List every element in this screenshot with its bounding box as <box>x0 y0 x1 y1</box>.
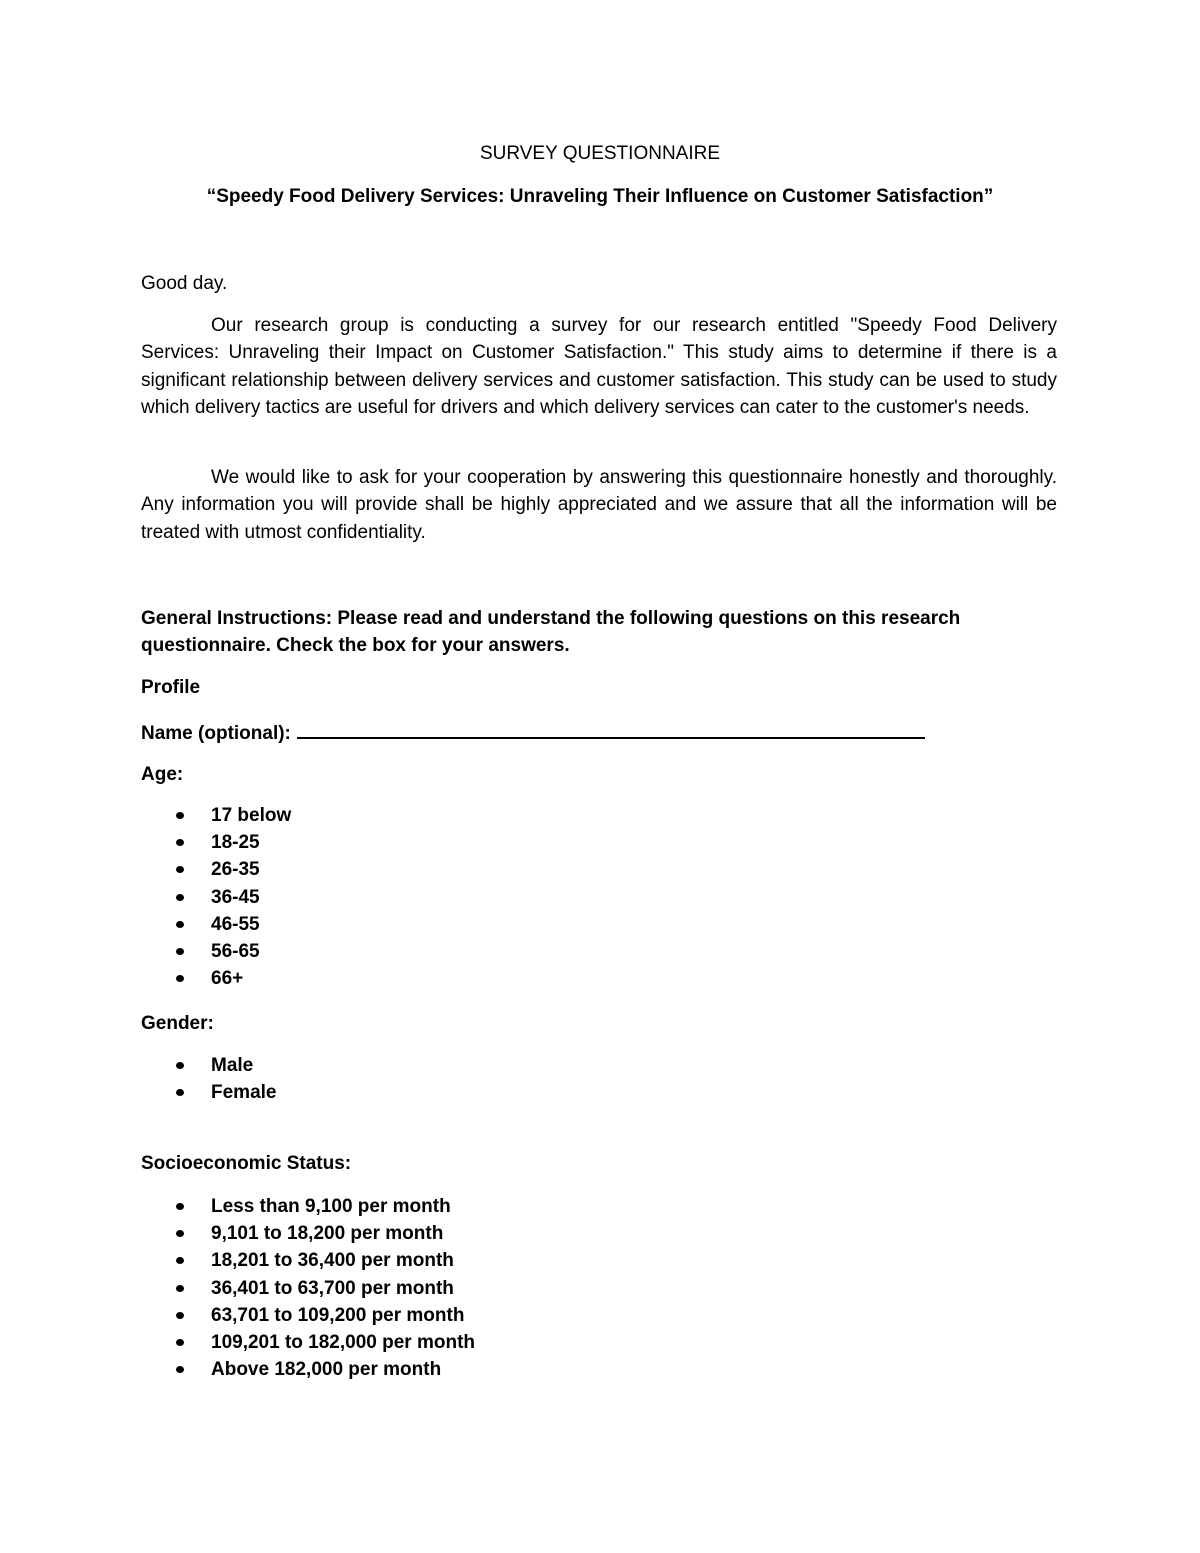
ses-option[interactable]: 36,401 to 63,700 per month <box>141 1275 475 1302</box>
socioeconomic-options-list <box>141 1193 475 1383</box>
gender-option[interactable]: Male <box>141 1052 276 1079</box>
document-title: SURVEY QUESTIONNAIRE <box>479 143 721 164</box>
bullet-icon <box>176 921 184 928</box>
name-label: Name (optional): <box>141 723 291 744</box>
document-subtitle: “Speedy Food Delivery Services: Unraveling Their Influence on Customer Satisfaction” <box>206 186 994 207</box>
bullet-icon <box>176 1339 184 1346</box>
bullet-icon <box>176 1366 184 1373</box>
bullet-icon <box>176 839 184 846</box>
intro-paragraph-2: We would like to ask for your cooperation by answering this questionnaire honestly and thoroughly. Any information you will provide shall be highly appreciated and we assure that all the information will be treated with utmost confidentiality. <box>141 467 1057 543</box>
age-label: Age: <box>141 764 184 785</box>
greeting: Good day. <box>141 273 228 294</box>
age-option[interactable]: 17 below <box>141 802 291 829</box>
ses-option[interactable]: Above 182,000 per month <box>141 1356 475 1383</box>
ses-option[interactable]: 9,101 to 18,200 per month <box>141 1220 475 1247</box>
bullet-icon <box>176 1312 184 1319</box>
age-option[interactable]: 26-35 <box>141 856 291 883</box>
bullet-icon <box>176 894 184 901</box>
ses-option[interactable]: 18,201 to 36,400 per month <box>141 1247 475 1274</box>
name-field-row <box>141 719 925 747</box>
bullet-icon <box>176 1285 184 1292</box>
bullet-icon <box>176 1062 184 1069</box>
ses-option[interactable]: 63,701 to 109,200 per month <box>141 1302 475 1329</box>
bullet-icon <box>176 1203 184 1210</box>
age-option[interactable]: 56-65 <box>141 938 291 965</box>
profile-heading: Profile <box>141 677 201 698</box>
bullet-icon <box>176 866 184 873</box>
general-instructions: General Instructions: Please read and understand the following questions on this research questionnaire. Check the box for your answers. <box>141 608 961 656</box>
bullet-icon <box>176 975 184 982</box>
ses-option[interactable]: 109,201 to 182,000 per month <box>141 1329 475 1356</box>
age-option[interactable]: 18-25 <box>141 829 291 856</box>
bullet-icon <box>176 948 184 955</box>
gender-options-list <box>141 1052 276 1106</box>
age-option[interactable]: 46-55 <box>141 911 291 938</box>
bullet-icon <box>176 812 184 819</box>
bullet-icon <box>176 1257 184 1264</box>
name-input-line[interactable] <box>297 719 925 739</box>
age-option[interactable]: 66+ <box>141 965 291 992</box>
bullet-icon <box>176 1230 184 1237</box>
gender-label: Gender: <box>141 1013 214 1034</box>
socioeconomic-label: Socioeconomic Status: <box>141 1153 352 1174</box>
ses-option[interactable]: Less than 9,100 per month <box>141 1193 475 1220</box>
bullet-icon <box>176 1089 184 1096</box>
age-options-list <box>141 802 291 992</box>
gender-option[interactable]: Female <box>141 1079 276 1106</box>
intro-paragraph-1: Our research group is conducting a survey for our research entitled "Speedy Food Delivery Services: Unraveling their Impact on Customer Satisfaction." This study aims to determine if there is a significant relationship between delivery services and customer satisfaction. This study can be used to study which delivery tactics are useful for drivers and which delivery services can cater to the customer's needs. <box>141 315 1057 418</box>
age-option[interactable]: 36-45 <box>141 884 291 911</box>
